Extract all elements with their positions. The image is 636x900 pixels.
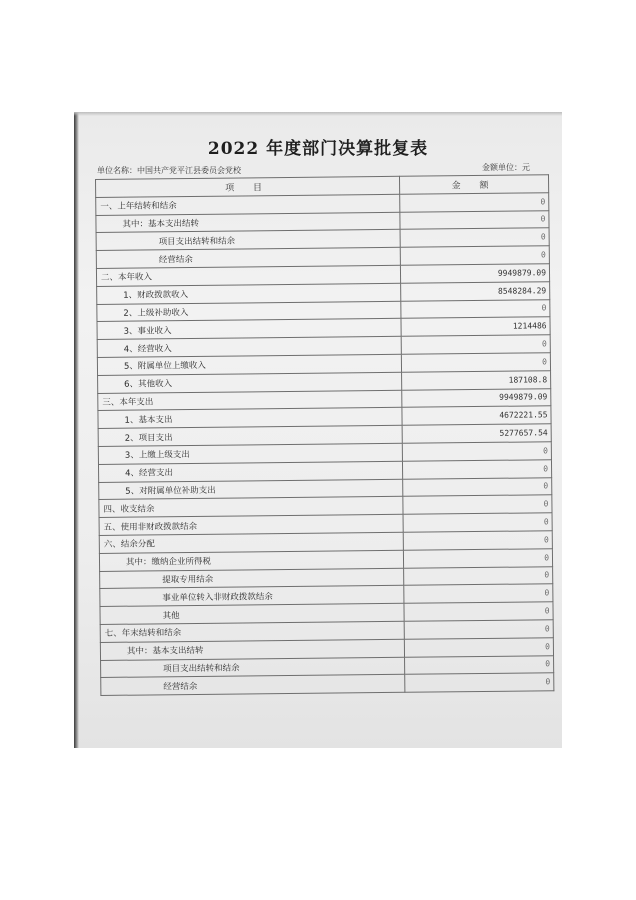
row-label: 三、本年支出 (98, 390, 402, 411)
unit-name-label: 单位名称：中国共产党平江县委员会党校 (97, 166, 241, 175)
row-amount: 0 (404, 620, 553, 639)
row-label: 二、本年收入 (96, 265, 400, 286)
row-amount: 0 (400, 246, 549, 265)
row-amount: 187108.8 (402, 371, 551, 390)
row-amount: 1214486 (401, 317, 550, 336)
row-label: 1、财政拨款收入 (97, 283, 401, 304)
row-amount: 0 (403, 531, 552, 550)
row-label: 一、上年结转和结余 (96, 194, 400, 215)
header-amount: 金 额 (399, 175, 548, 194)
table-wrapper (95, 179, 551, 696)
row-amount: 0 (404, 637, 553, 656)
row-amount: 0 (401, 353, 550, 372)
table-row (101, 673, 554, 696)
row-label: 七、年末结转和结余 (100, 621, 404, 642)
row-label: 四、收支结余 (99, 497, 403, 518)
table-body (96, 193, 554, 696)
row-amount: 0 (405, 655, 554, 674)
row-label: 五、使用非财政拨款结余 (99, 514, 403, 535)
row-amount: 0 (401, 335, 550, 354)
row-label: 其中：基本支出结转 (96, 212, 400, 233)
row-label: 2、项目支出 (98, 425, 402, 446)
row-amount: 0 (404, 584, 553, 603)
row-label: 2、上级补助收入 (97, 301, 401, 322)
row-label: 事业单位转入非财政拨款结余 (100, 586, 404, 607)
header-item: 项 目 (96, 176, 400, 197)
row-label: 提取专用结余 (100, 568, 404, 589)
row-label: 六、结余分配 (99, 532, 403, 553)
row-label: 经营结余 (101, 675, 405, 696)
row-label: 经营结余 (96, 247, 400, 268)
row-amount: 0 (402, 459, 551, 478)
row-label: 4、经营支出 (98, 461, 402, 482)
row-amount: 8548284.29 (401, 282, 550, 301)
document-photo (74, 112, 562, 748)
row-amount: 9949879.09 (402, 388, 551, 407)
row-amount: 0 (405, 673, 554, 692)
row-label: 3、上缴上级支出 (98, 443, 402, 464)
row-amount: 0 (400, 228, 549, 247)
document-title: 2022 年度部门决算批复表 (207, 139, 429, 159)
row-amount: 4672221.55 (402, 406, 551, 425)
row-label: 其中：缴纳企业所得税 (99, 550, 403, 571)
row-amount: 0 (403, 513, 552, 532)
row-amount: 0 (400, 193, 549, 212)
row-label: 3、事业收入 (97, 319, 401, 340)
row-amount: 0 (400, 210, 549, 229)
row-label: 6、其他收入 (98, 372, 402, 393)
row-amount: 0 (402, 442, 551, 461)
row-amount: 0 (403, 548, 552, 567)
row-amount: 5277657.54 (402, 424, 551, 443)
row-amount: 0 (404, 602, 553, 621)
row-label: 其中：基本支出结转 (100, 639, 404, 660)
row-amount: 0 (401, 299, 550, 318)
amount-unit-label: 金额单位：元 (482, 163, 530, 172)
row-label: 其他 (100, 603, 404, 624)
row-amount: 0 (403, 495, 552, 514)
row-label: 项目支出结转和结余 (101, 657, 405, 678)
budget-approval-table (95, 174, 554, 696)
row-amount: 9949879.09 (400, 264, 549, 283)
row-amount: 0 (404, 566, 553, 585)
row-amount: 0 (403, 477, 552, 496)
row-label: 5、附属单位上缴收入 (97, 354, 401, 375)
row-label: 5、对附属单位补助支出 (99, 479, 403, 500)
row-label: 项目支出结转和结余 (96, 230, 400, 251)
row-label: 4、经营收入 (97, 336, 401, 357)
row-label: 1、基本支出 (98, 408, 402, 429)
